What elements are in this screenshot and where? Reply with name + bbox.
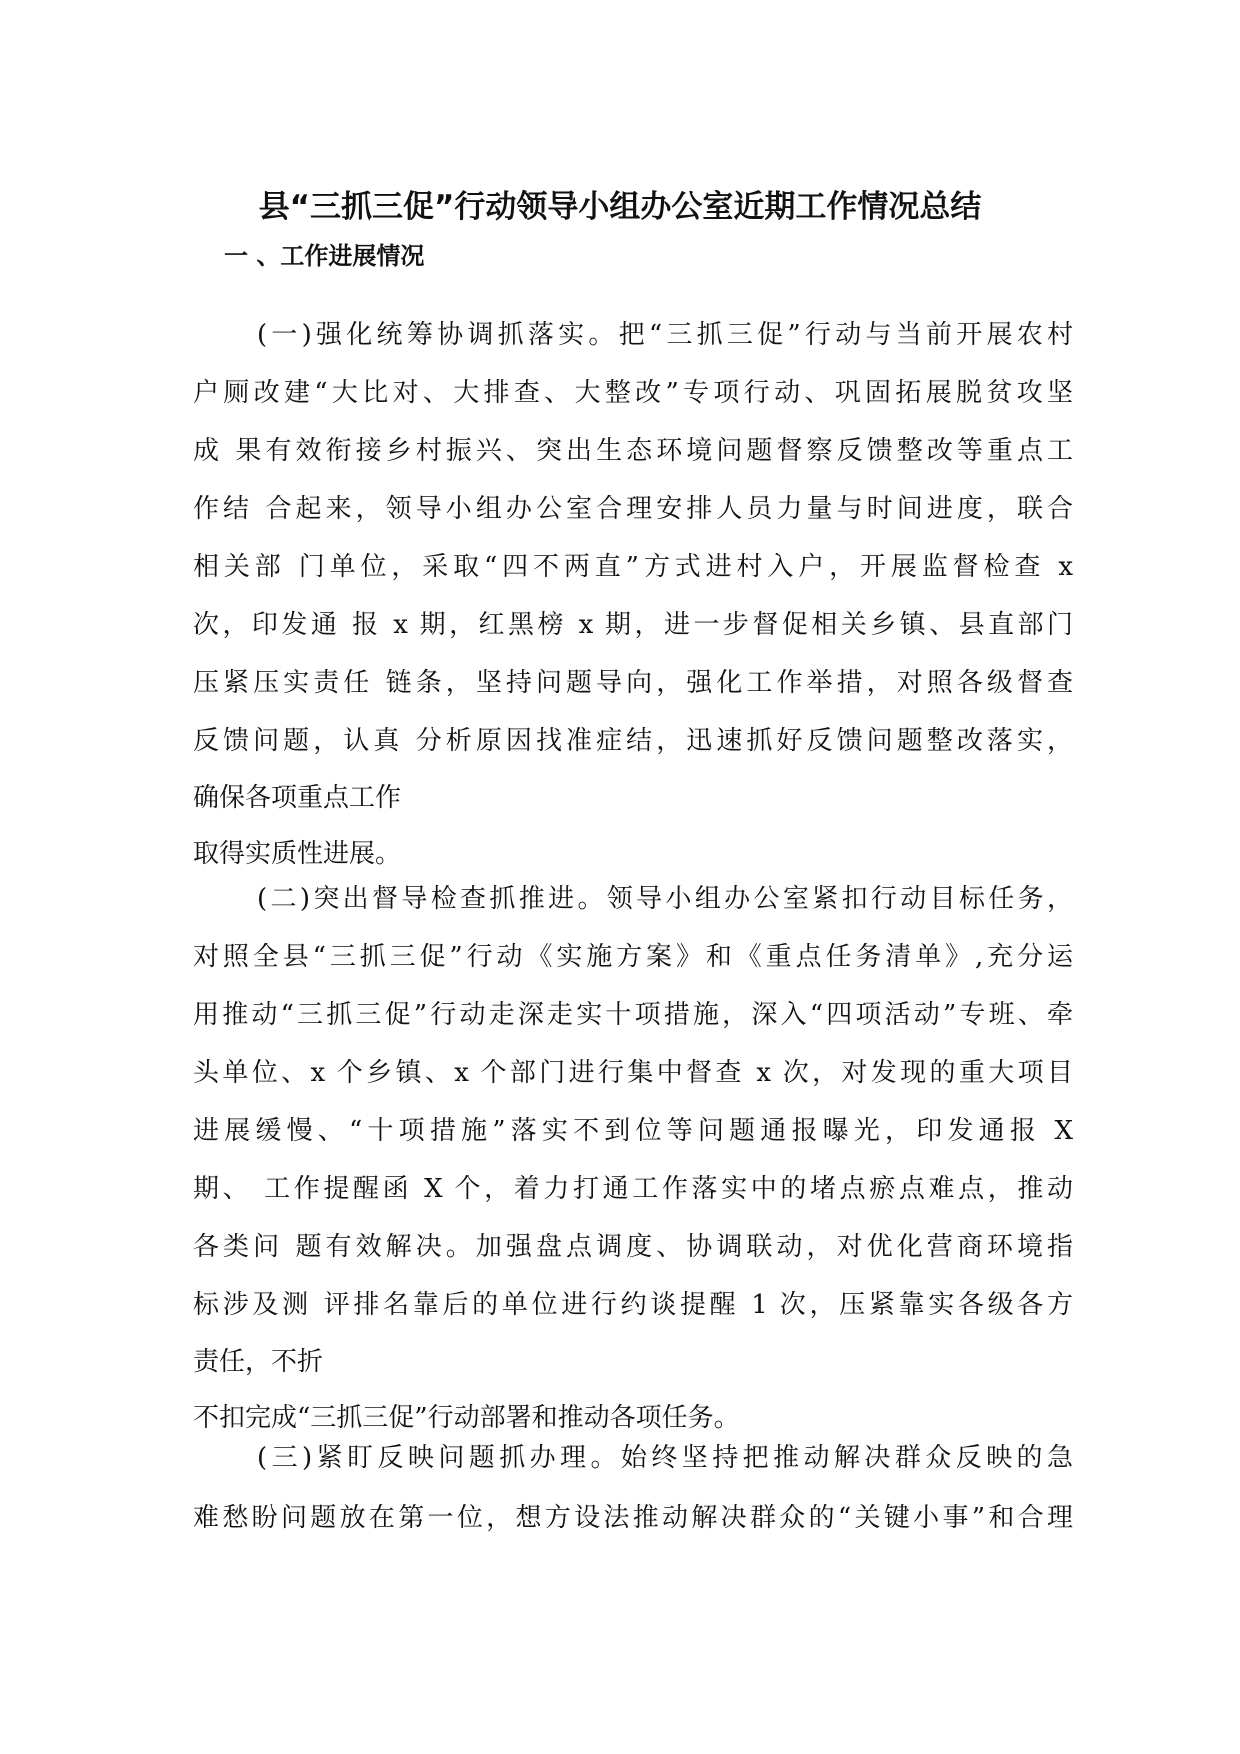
paragraph-line: (二)突出督导检查抓推进。领导小组办公室紧扣行动目标任务， xyxy=(257,884,1073,914)
paragraph-line: (三)紧盯反映问题抓办理。始终坚持把推动解决群众反映的急 xyxy=(257,1443,1073,1473)
paragraph-line: 期、 工作提醒函 X 个，着力打通工作落实中的堵点瘀点难点，推动 xyxy=(193,1174,1073,1204)
paragraph-line: 反馈问题，认真 分析原因找准症结，迅速抓好反馈问题整改落实， xyxy=(193,726,1073,756)
paragraph-line: 用推动“三抓三促”行动走深走实十项措施，深入“四项活动”专班、牵 xyxy=(193,1000,1073,1030)
paragraph-line: 相关部 门单位，采取“四不两直”方式进村入户，开展监督检查 x xyxy=(193,552,1073,582)
paragraph-1 xyxy=(193,306,1073,882)
document-title: 县“三抓三促”行动领导小组办公室近期工作情况总结 xyxy=(258,189,982,225)
paragraph-line: 压紧压实责任 链条，坚持问题导向，强化工作举措，对照各级督查 xyxy=(193,668,1073,698)
section-heading: 一 、工作进展情况 xyxy=(224,242,425,270)
paragraph-line: 不扣完成“三抓三促”行动部署和推动各项任务。 xyxy=(193,1403,740,1433)
paragraph-line: 户厕改建“大比对、大排查、大整改”专项行动、巩固拓展脱贫攻坚 xyxy=(193,378,1073,408)
paragraph-line: 进展缓慢、“十项措施”落实不到位等问题通报曝光，印发通报 X xyxy=(193,1116,1073,1146)
paragraph-line: 次，印发通 报 x 期，红黑榜 x 期，进一步督促相关乡镇、县直部门 xyxy=(193,610,1073,640)
paragraph-3 xyxy=(193,1428,1073,1548)
paragraph-line: 成 果有效衔接乡村振兴、突出生态环境问题督察反馈整改等重点工 xyxy=(193,436,1073,466)
paragraph-line: 难愁盼问题放在第一位，想方设法推动解决群众的“关键小事”和合理 xyxy=(193,1503,1073,1533)
paragraph-line: 各类问 题有效解决。加强盘点调度、协调联动，对优化营商环境指 xyxy=(193,1232,1073,1262)
paragraph-line: (一)强化统筹协调抓落实。把“三抓三促”行动与当前开展农村 xyxy=(257,320,1073,350)
paragraph-line: 头单位、x 个乡镇、x 个部门进行集中督查 x 次，对发现的重大项目 xyxy=(193,1058,1073,1088)
paragraph-line: 取得实质性进展。 xyxy=(193,839,402,869)
paragraph-line: 责任，不折 xyxy=(193,1347,324,1377)
paragraph-line: 对照全县“三抓三促”行动《实施方案》和《重点任务清单》,充分运 xyxy=(193,942,1073,972)
paragraph-line: 确保各项重点工作 xyxy=(193,783,402,813)
paragraph-2 xyxy=(193,870,1073,1446)
paragraph-line: 作结 合起来，领导小组办公室合理安排人员力量与时间进度，联合 xyxy=(193,494,1073,524)
paragraph-line: 标涉及测 评排名靠后的单位进行约谈提醒 1 次，压紧靠实各级各方 xyxy=(193,1290,1073,1320)
